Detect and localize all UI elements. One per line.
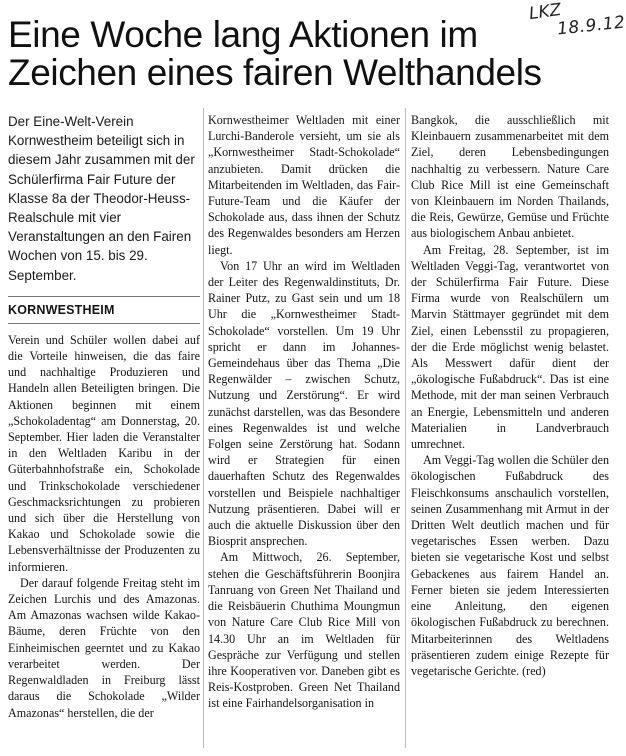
paragraph: Bangkok, die ausschließlich mit Kleinbauern zusammenarbeitet mit dem Ziel, deren Lebensbedingungen nachhaltig zu verbessern. Nature Care Club Rice Mill ist eine Gemeinschaft von Kleinbauern im Norden Thailands, die Reis, Gewürze, Gemüse und Früchte aus biologischem Anbau anbietet.: [411, 113, 609, 241]
column-divider: [405, 108, 406, 748]
article-lead: Der Eine-Welt-Verein Kornwestheim beteiligt sich in diesem Jahr zusammen mit der Schülerfirma Fair Future der Klasse 8a der Theodor-Heuss-Realschule mit vier Veranstaltungen an den Fairen Wochen von 15. bis 29. September.: [8, 114, 195, 283]
paragraph: Von 17 Uhr an wird im Weltladen der Leiter des Regenwaldinstituts, Dr. Rainer Putz, zu Gast sein und um 18 Uhr die „Kornwestheimer Stadt-Schokolade“ vorstellen. Um 19 Uhr spricht er dann im Johannes-Gemeindehaus über das Thema „Die Regenwälder – zwischen Schutz, Nutzung und Zerstörung“. Er wird zunächst darstellen, was das Besondere eines Regenwaldes ist und welche Folgen seine Zerstörung hat. Sodann wird er Strategien für einen dauerhaften Schutz des Regenwaldes vorstellen und Beispiele nachhaltiger Nutzung präsentieren. Dabei will er auch die aktuelle Diskussion über den Biosprit ansprechen.: [208, 258, 400, 549]
column-3: [411, 112, 609, 679]
handwritten-date: 18.9.12: [556, 12, 626, 40]
column-2: [208, 112, 400, 712]
paragraph: Verein und Schüler wollen dabei auf die Vorteile hinweisen, die das faire und nachhaltige Produzieren und Handeln allen Beteiligten bringen. Die Aktionen beginnen mit einem „Schokoladentag“ am Donnerstag, 20. September. Hier laden die Veranstalter in den Weltladen Karibu in der Güterbahnhofstraße ein, Schokolade und Trinkschokolade verschiedener Geschmacksrichtungen zu probieren und sich über die Herstellung von Kakao und Schokolade sowie die Lebensverhältnisse der Produzenten zu informieren.: [8, 332, 200, 574]
article-headline: Eine Woche lang Aktionen im Zeichen eines fairen Welthandels: [8, 14, 542, 93]
column-divider: [203, 108, 204, 748]
divider-top: [8, 296, 200, 297]
paragraph: Kornwestheimer Weltladen mit einer Lurchi-Banderole versieht, um sie als „Kornwestheimer Stadt-Schokolade“ anzubieten. Damit drücken die Mitarbeitenden im Weltladen, das Fair-Future-Team und die Käufer der Schokolade aus, dass ihnen der Schutz des Regenwaldes besonders am Herzen liegt.: [208, 113, 400, 257]
paragraph: Am Veggi-Tag wollen die Schüler den ökologischen Fußabdruck des Fleischkonsums anschaulich vorstellen, seinen Zusammenhang mit Armut in der Dritten Welt deutlich machen und für vegetarisches Essen werben. Dazu bieten sie vegetarische Kost und selbst Gebackenes aus fairem Handel an. Ferner bieten sie jedem Interessierten eine Anleitung, den eigenen ökologischen Fußabdruck zu berechnen. Mitarbeiterinnen des Weltladens präsentieren zudem einige Rezepte für vegetarische Gerichte. (red): [411, 453, 609, 678]
paragraph: Am Freitag, 28. September, ist im Weltladen Veggi-Tag, verantwortet von der Schülerfirma Fair Future. Diese Firma wurde von Realschülern um Marvin Stättmayer gegründet mit dem Ziel, einen Lebensstil zu propagieren, der die Erde möglichst wenig belastet. Als Messwert dafür dient der „ökologische Fußabdruck“. Das ist eine Methode, mit der man seinen Verbrauch an Energie, Lebensmitteln und anderen Materialien in Landverbrauch umrechnet.: [411, 242, 609, 452]
dateline: KORNWESTHEIM: [8, 302, 115, 317]
divider-bottom: [8, 323, 200, 324]
paragraph: Am Mittwoch, 26. September, stehen die Geschäftsführerin Boonjira Tanruang von Green Net Thailand und die Reisbäuerin Chuthima Moungmun von Nature Care Club Rice Mill von 14.30 Uhr an im Weltladen für Gespräche zur Verfügung und stellen ihre Kooperativen vor. Daneben gibt es Reis-Kostproben. Green Net Thailand ist eine Fairhandelsorganisation in: [208, 550, 400, 711]
column-1: [8, 112, 200, 721]
paragraph: Der darauf folgende Freitag steht im Zeichen Lurchis und des Amazonas. Am Amazonas wachsen wilde Kakao-Bäume, deren Früchte von den Einheimischen geerntet und zu Kakao verarbeitet werden. Der Regenwaldladen in Freiburg lässt daraus die Schokolade „Wilder Amazonas“ herstellen, die der: [8, 575, 200, 720]
handwritten-mark: LKZ: [527, 0, 563, 25]
